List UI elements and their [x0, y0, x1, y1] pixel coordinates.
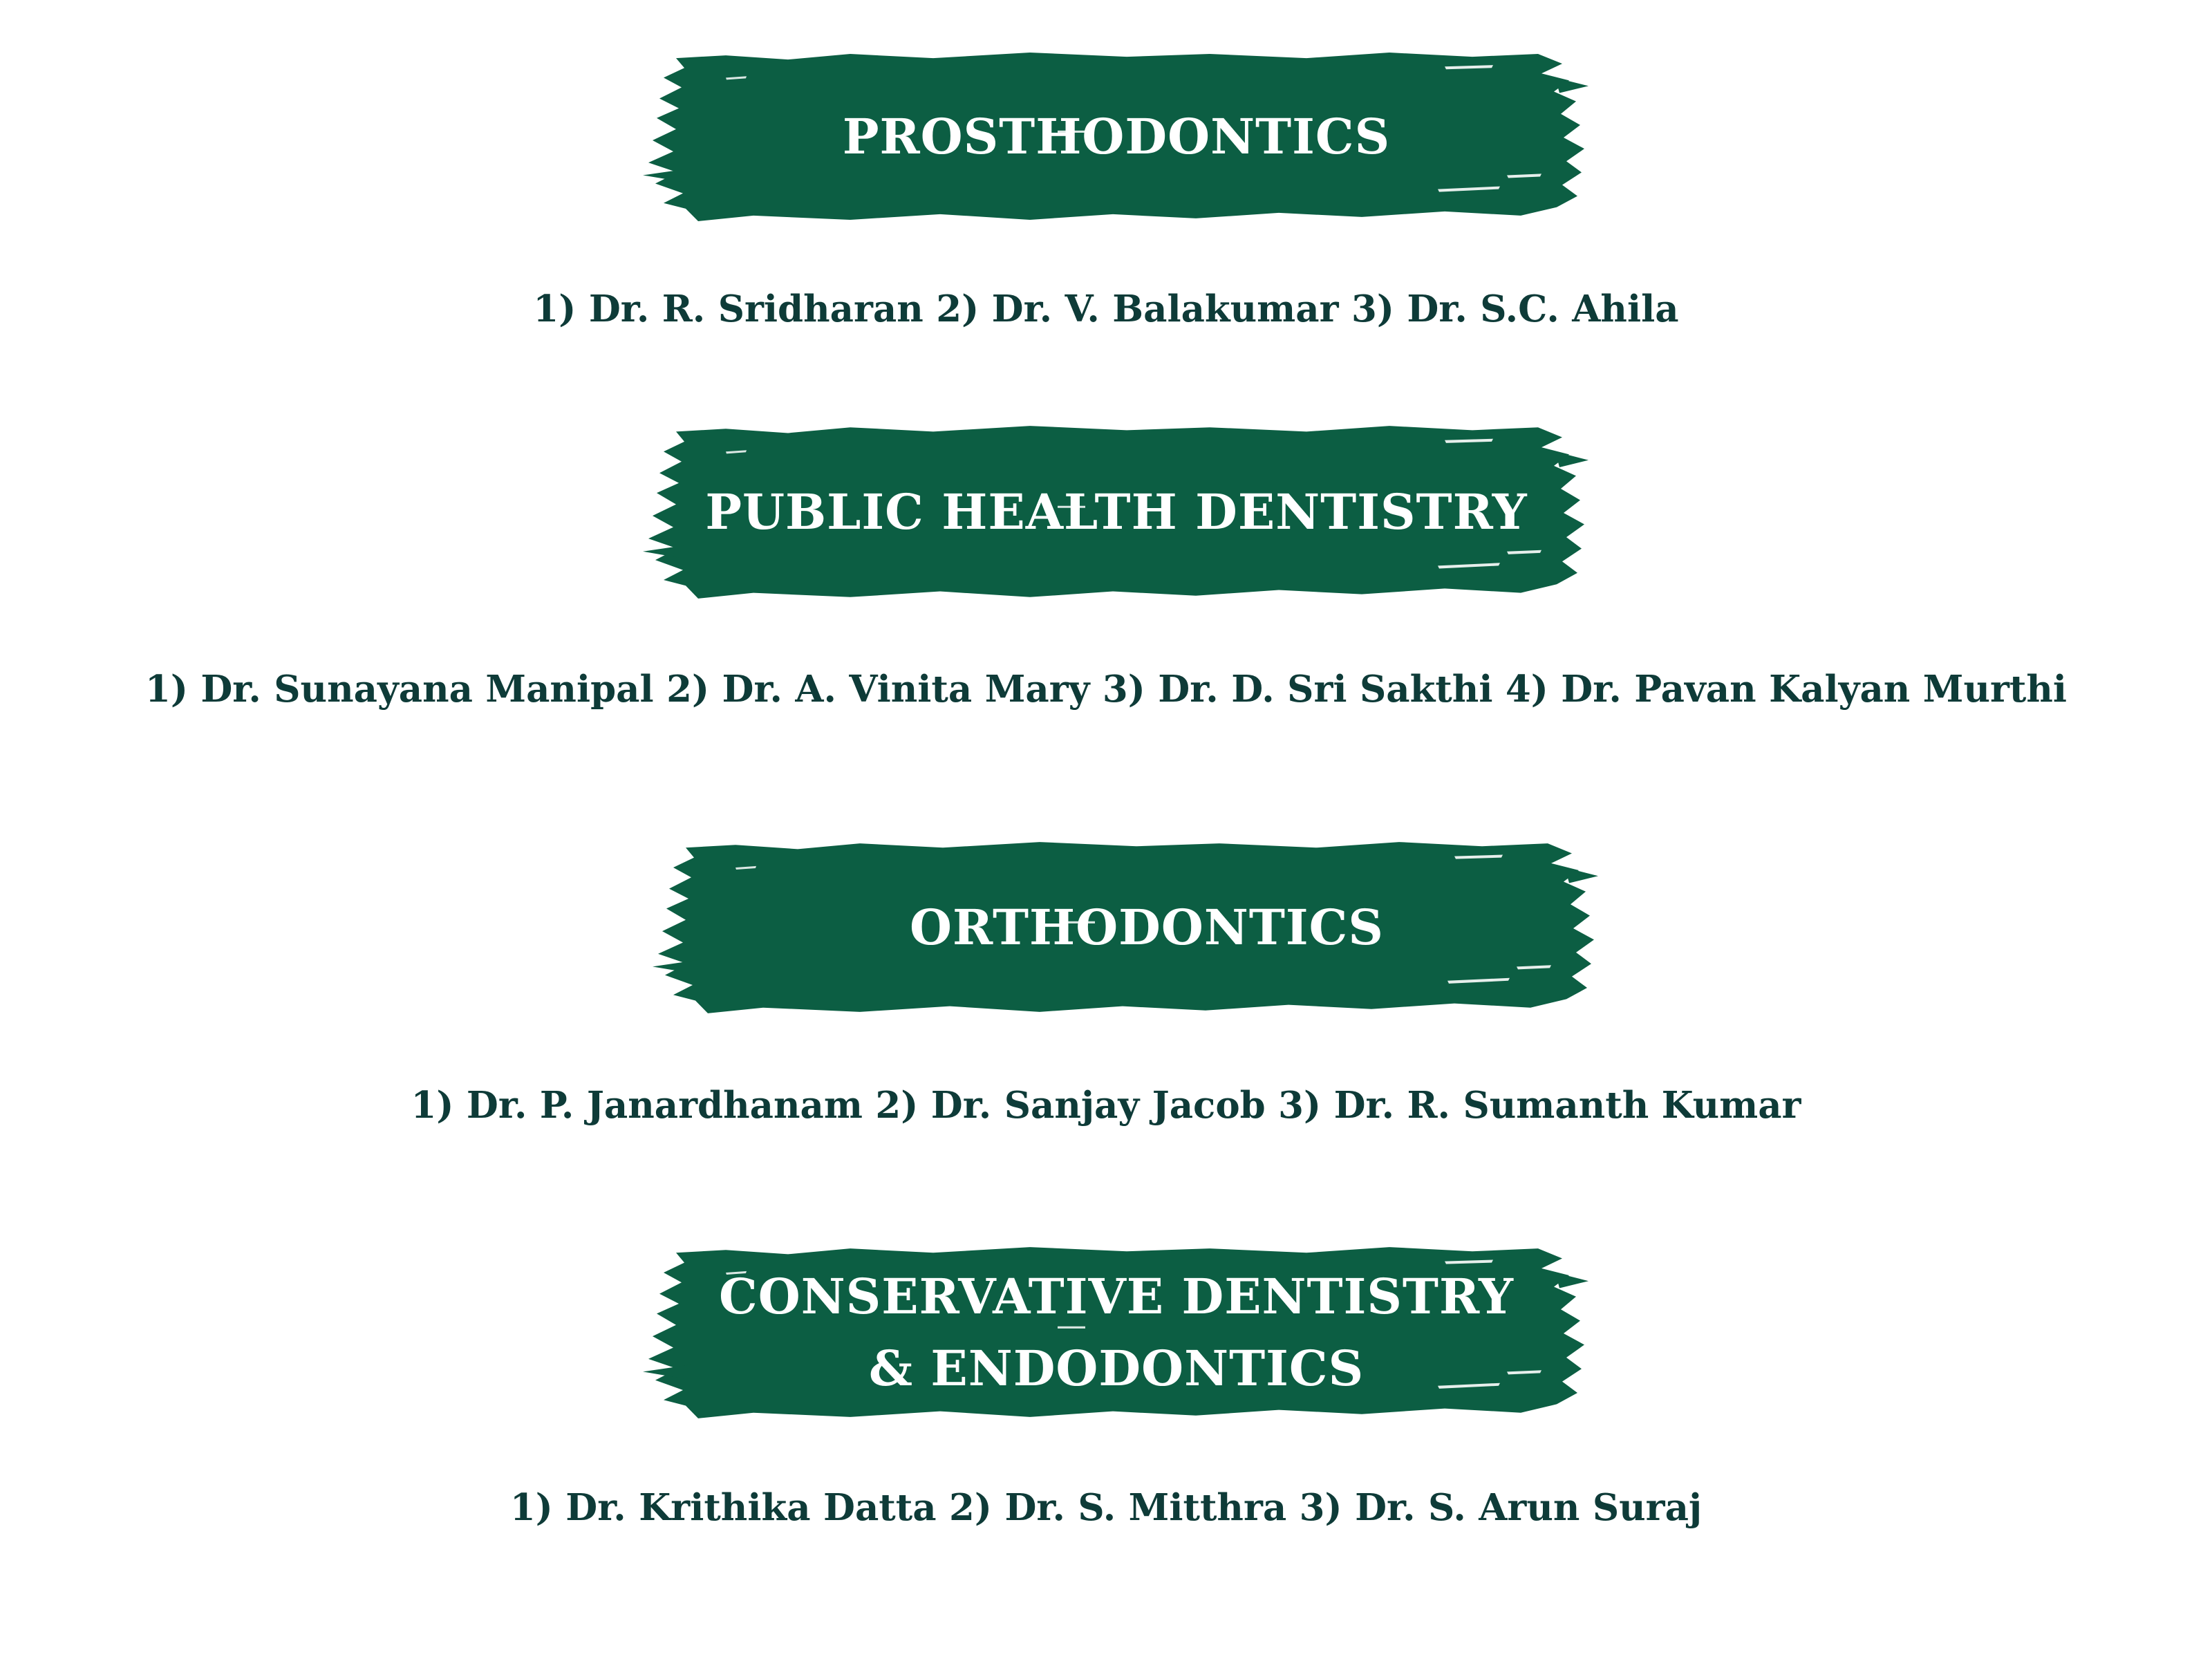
faculty-names: 1) Dr. Krithika Datta 2) Dr. S. Mitthra 3) Dr. S. Arun Suraj [509, 1486, 1703, 1529]
faculty-names: 1) Dr. P. Janardhanam 2) Dr. Sanjay Jacob 3) Dr. R. Sumanth Kumar [411, 1084, 1801, 1127]
department-heading-line: PROSTHODONTICS [842, 108, 1391, 165]
department-banner [643, 1244, 1590, 1421]
department-heading [643, 1244, 1590, 1421]
faculty-names: 1) Dr. R. Sridharan 2) Dr. V. Balakumar 3) Dr. S.C. Ahila [533, 288, 1679, 330]
department-banner [643, 50, 1590, 224]
department-heading [643, 50, 1590, 224]
department-heading [643, 423, 1590, 601]
department-heading-line: CONSERVATIVE DENTISTRY [719, 1268, 1514, 1325]
department-heading-line: PUBLIC HEALTH DENTISTRY [705, 483, 1528, 541]
department-banner [643, 423, 1590, 601]
department-heading [653, 839, 1600, 1016]
department-heading-line: & ENDODONTICS [868, 1340, 1365, 1397]
faculty-names: 1) Dr. Sunayana Manipal 2) Dr. A. Vinita Mary 3) Dr. D. Sri Sakthi 4) Dr. Pavan Kalyan Murthi [144, 668, 2068, 711]
department-banner [653, 839, 1600, 1016]
department-heading-line: ORTHODONTICS [910, 899, 1384, 956]
